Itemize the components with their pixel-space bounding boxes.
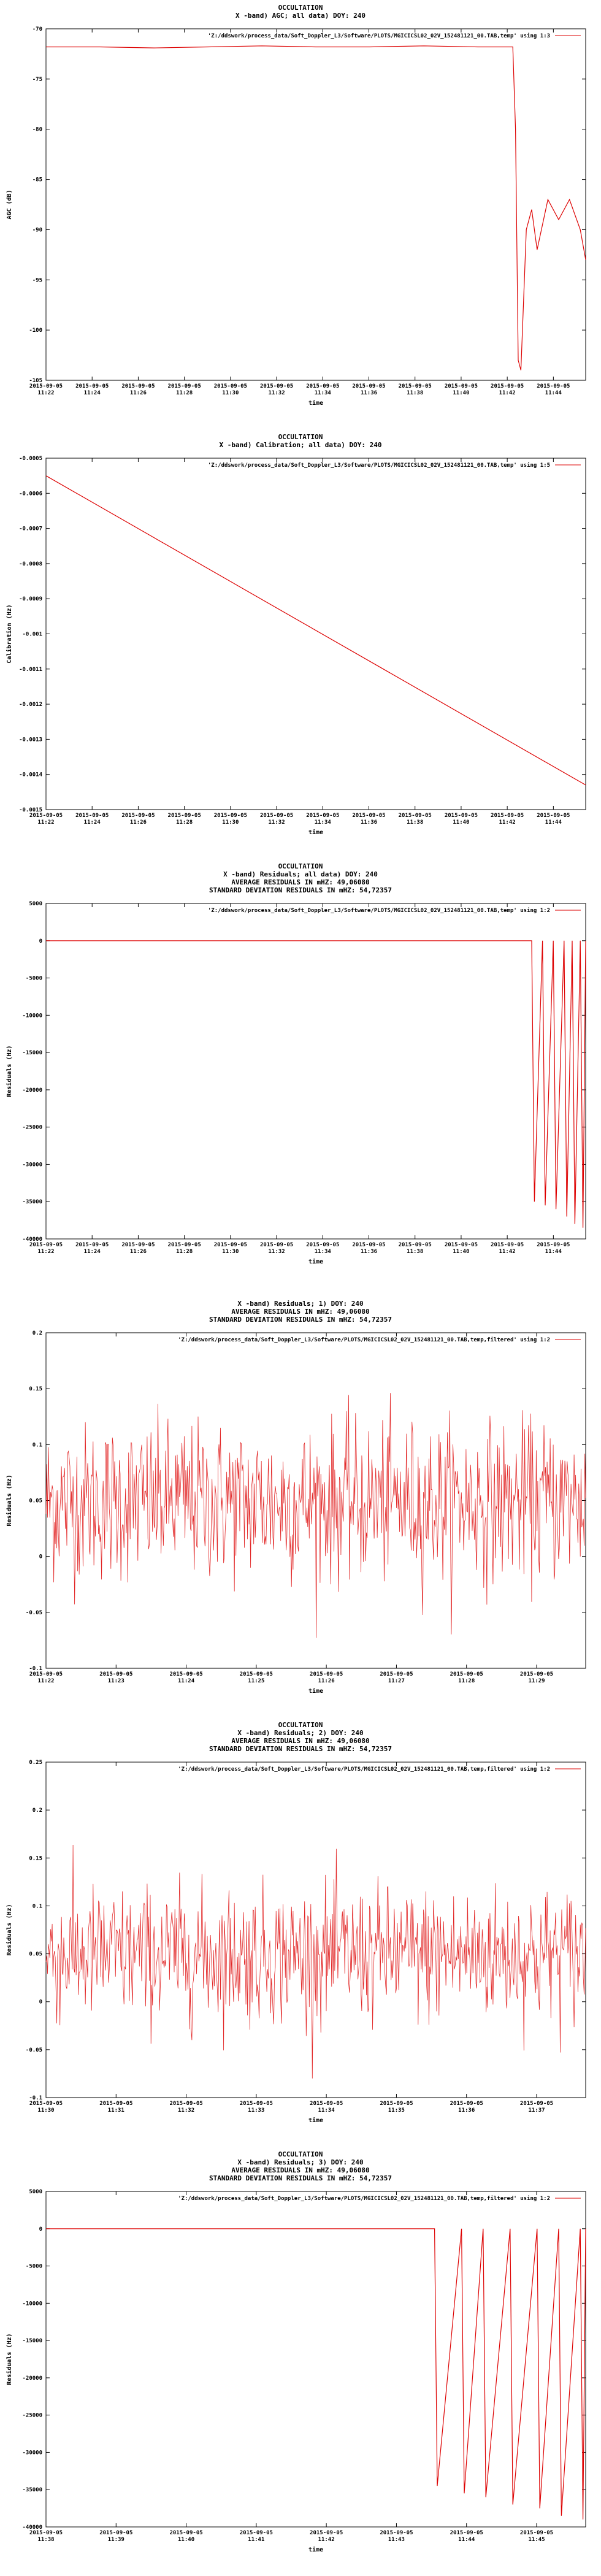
x-tick-label-date: 2015-09-05 bbox=[29, 2530, 63, 2536]
x-tick-label-date: 2015-09-05 bbox=[167, 813, 201, 819]
x-tick-label-time: 11:22 bbox=[37, 1249, 55, 1255]
y-tick-label: -0.0007 bbox=[19, 526, 42, 532]
x-tick-label-date: 2015-09-05 bbox=[29, 813, 63, 819]
plot-frame bbox=[46, 458, 586, 810]
x-tick-label-date: 2015-09-05 bbox=[75, 813, 109, 819]
x-tick-label-date: 2015-09-05 bbox=[310, 2101, 343, 2107]
x-tick-label-time: 11:40 bbox=[453, 819, 470, 826]
y-tick-label: -0.0012 bbox=[19, 702, 42, 708]
y-tick-label: -105 bbox=[29, 378, 42, 384]
x-tick-label-time: 11:22 bbox=[37, 390, 55, 396]
chart-svg bbox=[0, 859, 601, 1288]
y-tick-label: -30000 bbox=[22, 2450, 42, 2456]
y-tick-label: 0 bbox=[39, 1554, 42, 1560]
x-tick-label-date: 2015-09-05 bbox=[213, 1242, 247, 1248]
legend-entry: 'Z:/ddswork/process_data/Soft_Doppler_L3/Software/PLOTS/MGICICSL02_02V_152481121_00.TAB,temp,filtered' using 1:2 bbox=[178, 2196, 550, 2202]
x-tick-label-date: 2015-09-05 bbox=[75, 383, 109, 389]
x-tick-label-time: 11:32 bbox=[268, 819, 285, 826]
x-tick-label-time: 11:27 bbox=[388, 1678, 405, 1684]
y-tick-label: 0.05 bbox=[29, 1951, 42, 1958]
series-line bbox=[46, 941, 586, 1228]
x-tick-label-date: 2015-09-05 bbox=[450, 1671, 483, 1677]
x-tick-label-time: 11:36 bbox=[458, 2107, 475, 2114]
plot-frame bbox=[46, 29, 586, 380]
y-tick-label: -25000 bbox=[22, 2412, 42, 2419]
x-tick-label-date: 2015-09-05 bbox=[352, 813, 386, 819]
x-tick-label-time: 11:28 bbox=[458, 1678, 475, 1684]
x-tick-label-date: 2015-09-05 bbox=[259, 813, 294, 819]
y-axis-label: Residuals (Hz) bbox=[6, 1045, 13, 1097]
y-tick-label: 0.25 bbox=[29, 1760, 42, 1766]
chart-subtitle: STANDARD DEVIATION RESIDUALS IN mHZ: 54,72357 bbox=[209, 1745, 392, 1753]
y-tick-label: 0.2 bbox=[32, 1807, 42, 1814]
x-tick-label-time: 11:36 bbox=[360, 819, 378, 826]
y-tick-label: 0 bbox=[39, 1999, 42, 2006]
x-tick-label-time: 11:40 bbox=[178, 2537, 195, 2543]
series-line bbox=[46, 46, 586, 370]
y-tick-label: -0.1 bbox=[29, 1666, 42, 1672]
x-tick-label-date: 2015-09-05 bbox=[239, 2530, 273, 2536]
x-tick-label-date: 2015-09-05 bbox=[121, 813, 155, 819]
y-tick-label: -0.0008 bbox=[19, 561, 42, 567]
x-tick-label-time: 11:34 bbox=[318, 2107, 335, 2114]
chart-subtitle: AVERAGE RESIDUALS IN mHZ: 49,06080 bbox=[231, 1737, 370, 1745]
x-tick-label-date: 2015-09-05 bbox=[29, 1242, 63, 1248]
x-tick-label-date: 2015-09-05 bbox=[99, 2530, 133, 2536]
x-tick-label-date: 2015-09-05 bbox=[29, 2101, 63, 2107]
x-tick-label-time: 11:28 bbox=[176, 819, 193, 826]
chart-title: OCCULTATION bbox=[278, 433, 323, 441]
y-tick-label: -0.05 bbox=[25, 1609, 42, 1616]
chart-subtitle: STANDARD DEVIATION RESIDUALS IN mHZ: 54,72357 bbox=[209, 886, 392, 894]
x-tick-label-date: 2015-09-05 bbox=[29, 1671, 63, 1677]
chart-subtitle: X -band) Residuals; 1) DOY: 240 bbox=[237, 1300, 364, 1308]
y-tick-label: -10000 bbox=[22, 2301, 42, 2307]
x-tick-label-time: 11:26 bbox=[129, 390, 147, 396]
chart-subtitle: X -band) Calibration; all data) DOY: 240 bbox=[219, 441, 382, 449]
x-tick-label-time: 11:34 bbox=[314, 819, 331, 826]
y-tick-label: 0 bbox=[39, 938, 42, 945]
y-tick-label: -0.0006 bbox=[19, 491, 42, 497]
x-tick-label-time: 11:22 bbox=[37, 1678, 55, 1684]
x-tick-label-time: 11:38 bbox=[407, 1249, 424, 1255]
y-tick-label: -0.0009 bbox=[19, 596, 42, 603]
y-tick-label: 0.15 bbox=[29, 1855, 42, 1862]
x-tick-label-date: 2015-09-05 bbox=[519, 2101, 554, 2107]
y-tick-label: -0.05 bbox=[25, 2047, 42, 2053]
chart-panel-3 bbox=[0, 859, 601, 1288]
y-tick-label: 5000 bbox=[29, 901, 42, 907]
chart-svg bbox=[0, 2147, 601, 2576]
chart-panel-6 bbox=[0, 2147, 601, 2576]
x-tick-label-date: 2015-09-05 bbox=[444, 813, 478, 819]
x-tick-label-date: 2015-09-05 bbox=[239, 2101, 273, 2107]
x-tick-label-date: 2015-09-05 bbox=[380, 2101, 413, 2107]
y-tick-label: -95 bbox=[32, 277, 42, 284]
chart-title: OCCULTATION bbox=[278, 4, 323, 12]
chart-panel-1 bbox=[0, 0, 601, 429]
y-tick-label: -40000 bbox=[22, 2524, 42, 2531]
x-tick-label-time: 11:29 bbox=[528, 1678, 545, 1684]
y-tick-label: -15000 bbox=[22, 2338, 42, 2345]
x-tick-label-time: 11:32 bbox=[178, 2107, 195, 2114]
x-tick-label-date: 2015-09-05 bbox=[491, 1242, 524, 1248]
y-tick-label: 0.2 bbox=[32, 1330, 42, 1336]
x-tick-label-time: 11:30 bbox=[222, 1249, 239, 1255]
x-tick-label-time: 11:38 bbox=[407, 819, 424, 826]
chart-svg bbox=[0, 429, 601, 859]
x-tick-label-time: 11:34 bbox=[314, 1249, 331, 1255]
x-tick-label-time: 11:44 bbox=[545, 1249, 562, 1255]
x-tick-label-date: 2015-09-05 bbox=[380, 2530, 413, 2536]
x-tick-label-time: 11:37 bbox=[528, 2107, 545, 2114]
y-tick-label: -40000 bbox=[22, 1236, 42, 1243]
x-tick-label-time: 11:24 bbox=[178, 1678, 195, 1684]
chart-svg bbox=[0, 1288, 601, 1717]
x-tick-label-time: 11:25 bbox=[248, 1678, 265, 1684]
x-tick-label-date: 2015-09-05 bbox=[75, 1242, 109, 1248]
x-tick-label-time: 11:44 bbox=[545, 819, 562, 826]
x-tick-label-time: 11:33 bbox=[248, 2107, 265, 2114]
x-tick-label-time: 11:36 bbox=[360, 390, 378, 396]
y-tick-label: -30000 bbox=[22, 1162, 42, 1168]
y-tick-label: -5000 bbox=[25, 975, 42, 982]
x-tick-label-time: 11:24 bbox=[83, 1249, 101, 1255]
series-line bbox=[46, 2229, 586, 2520]
x-tick-label-time: 11:28 bbox=[176, 1249, 193, 1255]
chart-svg bbox=[0, 1717, 601, 2147]
x-tick-label-date: 2015-09-05 bbox=[310, 1671, 343, 1677]
x-tick-label-time: 11:26 bbox=[129, 1249, 147, 1255]
chart-subtitle: AVERAGE RESIDUALS IN mHZ: 49,06080 bbox=[231, 2166, 370, 2174]
x-tick-label-time: 11:42 bbox=[499, 390, 516, 396]
x-tick-label-time: 11:26 bbox=[129, 819, 147, 826]
y-tick-label: -90 bbox=[32, 227, 42, 234]
x-tick-label-time: 11:41 bbox=[248, 2537, 265, 2543]
x-axis-label: time bbox=[308, 829, 324, 836]
x-tick-label-date: 2015-09-05 bbox=[167, 383, 201, 389]
chart-svg bbox=[0, 0, 601, 429]
chart-subtitle: X -band) Residuals; 3) DOY: 240 bbox=[237, 2158, 364, 2166]
x-tick-label-date: 2015-09-05 bbox=[306, 813, 340, 819]
y-tick-label: -80 bbox=[32, 126, 42, 133]
x-tick-label-date: 2015-09-05 bbox=[29, 383, 63, 389]
y-tick-label: 5000 bbox=[29, 2189, 42, 2195]
y-axis-label: Residuals (Hz) bbox=[6, 1474, 13, 1527]
x-tick-label-time: 11:28 bbox=[176, 390, 193, 396]
y-tick-label: 0.05 bbox=[29, 1498, 42, 1505]
x-axis-label: time bbox=[308, 1688, 324, 1695]
x-tick-label-date: 2015-09-05 bbox=[491, 813, 524, 819]
x-tick-label-date: 2015-09-05 bbox=[259, 383, 294, 389]
y-tick-label: -0.0015 bbox=[19, 807, 42, 813]
x-tick-label-time: 11:26 bbox=[318, 1678, 335, 1684]
chart-panel-4 bbox=[0, 1288, 601, 1717]
x-tick-label-date: 2015-09-05 bbox=[239, 1671, 273, 1677]
y-tick-label: -25000 bbox=[22, 1124, 42, 1131]
x-tick-label-date: 2015-09-05 bbox=[450, 2530, 483, 2536]
x-tick-label-time: 11:24 bbox=[83, 819, 101, 826]
x-tick-label-date: 2015-09-05 bbox=[352, 383, 386, 389]
x-tick-label-time: 11:40 bbox=[453, 1249, 470, 1255]
x-tick-label-date: 2015-09-05 bbox=[450, 2101, 483, 2107]
x-tick-label-time: 11:43 bbox=[388, 2537, 405, 2543]
x-tick-label-time: 11:39 bbox=[107, 2537, 124, 2543]
x-tick-label-date: 2015-09-05 bbox=[167, 1242, 201, 1248]
y-tick-label: -0.0011 bbox=[19, 666, 42, 673]
legend-entry: 'Z:/ddswork/process_data/Soft_Doppler_L3/Software/PLOTS/MGICICSL02_02V_152481121_00.TAB,temp,filtered' using 1:2 bbox=[178, 1337, 550, 1343]
chart-subtitle: AVERAGE RESIDUALS IN mHZ: 49,06080 bbox=[231, 1308, 370, 1316]
x-tick-label-date: 2015-09-05 bbox=[306, 1242, 340, 1248]
x-tick-label-date: 2015-09-05 bbox=[519, 2530, 554, 2536]
chart-panel-2 bbox=[0, 429, 601, 859]
chart-panel-5 bbox=[0, 1717, 601, 2147]
y-tick-label: -15000 bbox=[22, 1050, 42, 1057]
x-tick-label-time: 11:42 bbox=[499, 819, 516, 826]
x-tick-label-date: 2015-09-05 bbox=[169, 2101, 203, 2107]
x-tick-label-date: 2015-09-05 bbox=[121, 383, 155, 389]
y-tick-label: -20000 bbox=[22, 2375, 42, 2382]
y-tick-label: -0.0014 bbox=[19, 772, 42, 778]
x-tick-label-time: 11:34 bbox=[314, 390, 331, 396]
chart-subtitle: X -band) AGC; all data) DOY: 240 bbox=[235, 12, 366, 20]
legend-entry: 'Z:/ddswork/process_data/Soft_Doppler_L3/Software/PLOTS/MGICICSL02_02V_152481121_00.TAB,temp' using 1:3 bbox=[207, 33, 550, 39]
x-tick-label-time: 11:38 bbox=[407, 390, 424, 396]
x-tick-label-date: 2015-09-05 bbox=[169, 1671, 203, 1677]
chart-subtitle: X -band) Residuals; 2) DOY: 240 bbox=[237, 1729, 364, 1737]
x-tick-label-date: 2015-09-05 bbox=[537, 383, 570, 389]
x-axis-label: time bbox=[308, 1259, 324, 1265]
plot-frame bbox=[46, 1762, 586, 2098]
y-tick-label: -10000 bbox=[22, 1013, 42, 1019]
y-tick-label: -0.1 bbox=[29, 2095, 42, 2101]
y-tick-label: 0.1 bbox=[32, 1903, 42, 1910]
x-tick-label-time: 11:32 bbox=[268, 390, 285, 396]
y-tick-label: -0.0013 bbox=[19, 737, 42, 743]
x-tick-label-date: 2015-09-05 bbox=[444, 1242, 478, 1248]
x-tick-label-time: 11:42 bbox=[499, 1249, 516, 1255]
x-tick-label-time: 11:23 bbox=[107, 1678, 124, 1684]
x-tick-label-time: 11:44 bbox=[458, 2537, 475, 2543]
y-tick-label: -70 bbox=[32, 26, 42, 33]
x-tick-label-date: 2015-09-05 bbox=[121, 1242, 155, 1248]
x-tick-label-date: 2015-09-05 bbox=[398, 383, 432, 389]
x-tick-label-date: 2015-09-05 bbox=[380, 1671, 413, 1677]
chart-subtitle: X -band) Residuals; all data) DOY: 240 bbox=[223, 870, 378, 878]
x-tick-label-time: 11:36 bbox=[360, 1249, 378, 1255]
x-tick-label-time: 11:31 bbox=[107, 2107, 124, 2114]
x-axis-label: time bbox=[308, 400, 324, 407]
x-tick-label-date: 2015-09-05 bbox=[444, 383, 478, 389]
x-tick-label-date: 2015-09-05 bbox=[398, 813, 432, 819]
y-axis-label: Residuals (Hz) bbox=[6, 2333, 13, 2385]
chart-subtitle: AVERAGE RESIDUALS IN mHZ: 49,06080 bbox=[231, 878, 370, 886]
x-tick-label-time: 11:30 bbox=[222, 390, 239, 396]
y-tick-label: -5000 bbox=[25, 2263, 42, 2270]
chart-subtitle: STANDARD DEVIATION RESIDUALS IN mHZ: 54,72357 bbox=[209, 2174, 392, 2182]
y-tick-label: -0.0005 bbox=[19, 456, 42, 462]
x-tick-label-date: 2015-09-05 bbox=[259, 1242, 294, 1248]
y-tick-label: -35000 bbox=[22, 2487, 42, 2494]
series-line bbox=[46, 1393, 586, 1638]
x-tick-label-date: 2015-09-05 bbox=[213, 383, 247, 389]
y-axis-label: Residuals (Hz) bbox=[6, 1904, 13, 1956]
legend-entry: 'Z:/ddswork/process_data/Soft_Doppler_L3/Software/PLOTS/MGICICSL02_02V_152481121_00.TAB,temp,filtered' using 1:2 bbox=[178, 1766, 550, 1773]
legend-entry: 'Z:/ddswork/process_data/Soft_Doppler_L3/Software/PLOTS/MGICICSL02_02V_152481121_00.TAB,temp' using 1:2 bbox=[207, 908, 550, 914]
x-tick-label-time: 11:44 bbox=[545, 390, 562, 396]
x-tick-label-date: 2015-09-05 bbox=[519, 1671, 554, 1677]
x-tick-label-date: 2015-09-05 bbox=[169, 2530, 203, 2536]
x-tick-label-time: 11:40 bbox=[453, 390, 470, 396]
y-tick-label: -35000 bbox=[22, 1199, 42, 1206]
x-tick-label-date: 2015-09-05 bbox=[310, 2530, 343, 2536]
x-tick-label-date: 2015-09-05 bbox=[352, 1242, 386, 1248]
x-tick-label-date: 2015-09-05 bbox=[213, 813, 247, 819]
x-tick-label-time: 11:32 bbox=[268, 1249, 285, 1255]
x-tick-label-date: 2015-09-05 bbox=[537, 1242, 570, 1248]
y-axis-label: AGC (dB) bbox=[6, 190, 13, 220]
chart-title: OCCULTATION bbox=[278, 1721, 323, 1729]
chart-title: OCCULTATION bbox=[278, 2150, 323, 2158]
x-tick-label-time: 11:35 bbox=[388, 2107, 405, 2114]
x-tick-label-date: 2015-09-05 bbox=[537, 813, 570, 819]
y-axis-label: Calibration (Hz) bbox=[6, 604, 13, 664]
y-tick-label: 0 bbox=[39, 2226, 42, 2233]
series-line bbox=[46, 476, 586, 785]
x-tick-label-time: 11:38 bbox=[37, 2537, 55, 2543]
x-tick-label-date: 2015-09-05 bbox=[398, 1242, 432, 1248]
y-tick-label: 0.1 bbox=[32, 1442, 42, 1449]
chart-subtitle: STANDARD DEVIATION RESIDUALS IN mHZ: 54,72357 bbox=[209, 1316, 392, 1324]
x-tick-label-time: 11:22 bbox=[37, 819, 55, 826]
series-line bbox=[46, 1845, 586, 2079]
x-tick-label-time: 11:30 bbox=[222, 819, 239, 826]
x-tick-label-date: 2015-09-05 bbox=[99, 1671, 133, 1677]
x-tick-label-time: 11:45 bbox=[528, 2537, 545, 2543]
y-tick-label: -100 bbox=[29, 328, 42, 334]
x-tick-label-time: 11:24 bbox=[83, 390, 101, 396]
plot-frame bbox=[46, 2191, 586, 2527]
x-tick-label-date: 2015-09-05 bbox=[491, 383, 524, 389]
x-tick-label-time: 11:42 bbox=[318, 2537, 335, 2543]
x-tick-label-date: 2015-09-05 bbox=[99, 2101, 133, 2107]
y-tick-label: -75 bbox=[32, 76, 42, 83]
chart-title: OCCULTATION bbox=[278, 862, 323, 870]
x-tick-label-date: 2015-09-05 bbox=[306, 383, 340, 389]
y-tick-label: -0.001 bbox=[22, 631, 42, 638]
x-axis-label: time bbox=[308, 2117, 324, 2124]
y-tick-label: -20000 bbox=[22, 1087, 42, 1094]
plot-frame bbox=[46, 903, 586, 1239]
x-tick-label-time: 11:30 bbox=[37, 2107, 55, 2114]
y-tick-label: 0.15 bbox=[29, 1386, 42, 1393]
y-tick-label: -85 bbox=[32, 177, 42, 183]
legend-entry: 'Z:/ddswork/process_data/Soft_Doppler_L3/Software/PLOTS/MGICICSL02_02V_152481121_00.TAB,temp' using 1:5 bbox=[207, 462, 550, 469]
x-axis-label: time bbox=[308, 2547, 324, 2553]
